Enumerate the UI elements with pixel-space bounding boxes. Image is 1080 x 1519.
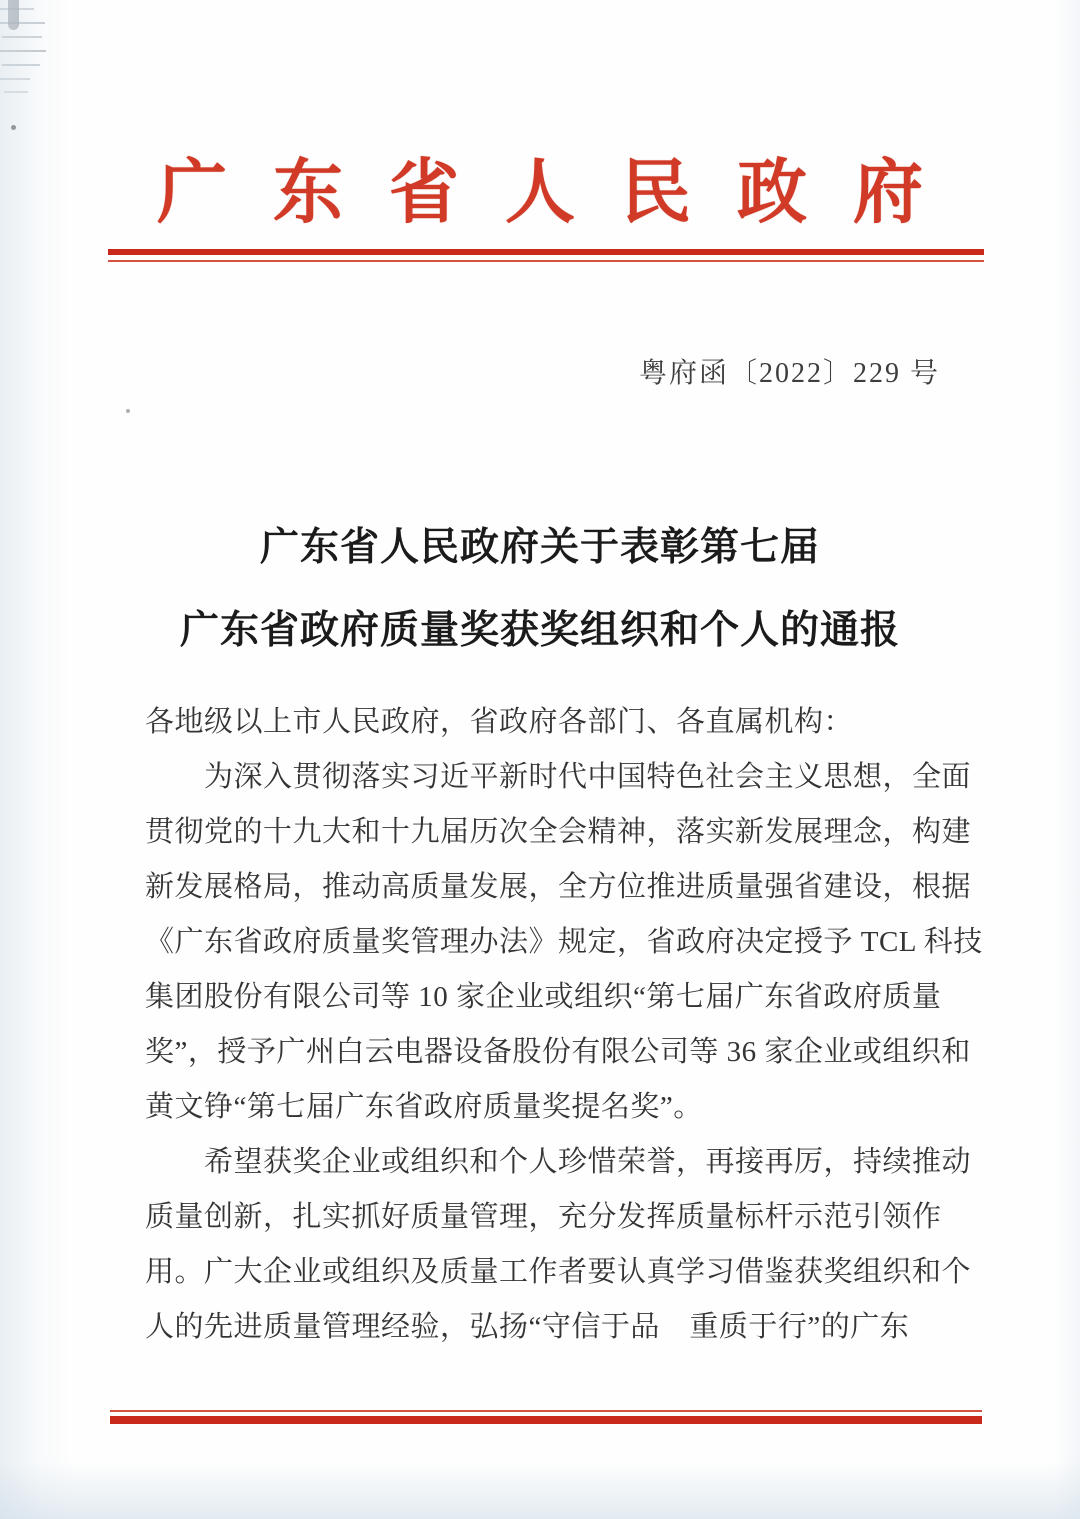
scan-dot — [11, 125, 16, 130]
scan-artifact-line — [4, 91, 28, 93]
rule-thin-line — [108, 260, 984, 262]
scan-artifact-line — [0, 8, 34, 10]
body-line: 质量创新，扎实抓好质量管理，充分发挥质量标杆示范引领作 — [145, 1201, 942, 1233]
scan-dot — [126, 409, 130, 413]
title-line-2: 广东省政府质量奖获奖组织和个人的通报 — [179, 609, 900, 652]
body-line: 黄文铮“第七届广东省政府质量奖提名奖”。 — [145, 1091, 703, 1123]
footer-double-rule — [110, 1410, 982, 1424]
body-line: 为深入贯彻落实习近平新时代中国特色社会主义思想，全面 — [145, 761, 972, 793]
agency-header-title: 广东省人民政府 — [157, 155, 969, 232]
header-double-rule — [108, 249, 984, 262]
doc-number: 粤府函〔2022〕229 号 — [638, 358, 940, 389]
rule-thick-line — [110, 1416, 982, 1424]
scan-edge-shadow-bottom — [0, 1461, 1080, 1519]
document-title — [0, 516, 1080, 655]
scan-artifact-line — [0, 78, 30, 80]
body-line: 奖”，授予广州白云电器设备股份有限公司等 36 家企业或组织和 — [145, 1036, 971, 1068]
body-line: 各地级以上市人民政府，省政府各部门、各直属机构： — [145, 706, 854, 738]
body-line: 希望获奖企业或组织和个人珍惜荣誉，再接再厉，持续推动 — [145, 1146, 972, 1178]
body-line: 《广东省政府质量奖管理办法》规定，省政府决定授予 TCL 科技 — [145, 926, 983, 958]
title-line-1: 广东省人民政府关于表彰第七届 — [259, 526, 820, 569]
body-line: 集团股份有限公司等 10 家企业或组织“第七届广东省政府质量 — [145, 981, 942, 1013]
scan-artifact-line — [2, 36, 42, 38]
document-body — [145, 695, 983, 1355]
scan-artifact-line — [2, 64, 40, 66]
body-line: 新发展格局，推动高质量发展，全方位推进质量强省建设，根据 — [145, 871, 972, 903]
scan-artifact-line — [0, 22, 45, 24]
body-line: 用。广大企业或组织及质量工作者要认真学习借鉴获奖组织和个 — [145, 1256, 972, 1288]
scan-artifact-line — [0, 50, 46, 52]
scan-smudge — [8, 0, 19, 30]
body-line: 贯彻党的十九大和十九届历次全会精神，落实新发展理念，构建 — [145, 816, 972, 848]
body-line: 人的先进质量管理经验，弘扬“守信于品 重质于行”的广东 — [145, 1311, 910, 1343]
